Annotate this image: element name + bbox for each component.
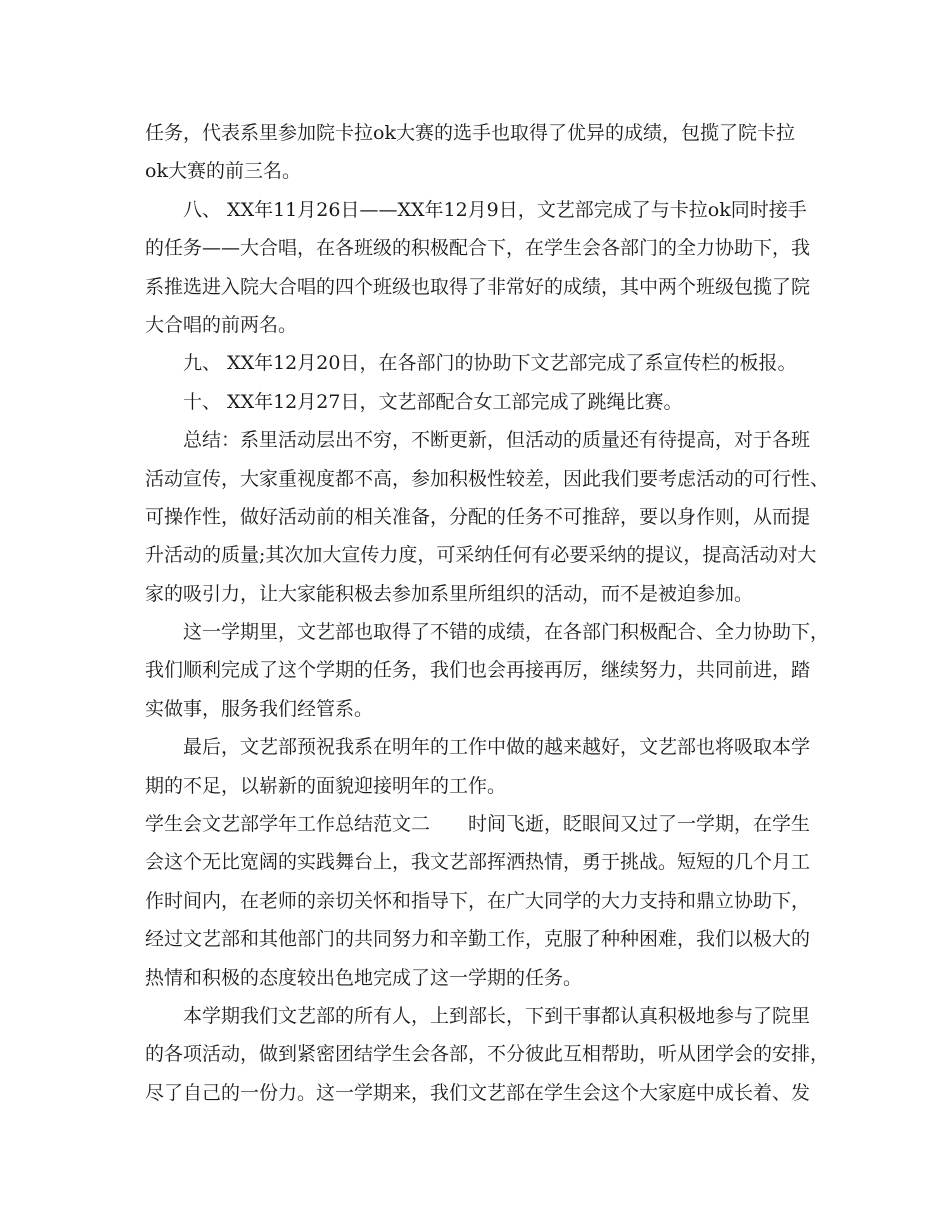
text-line: 最后，文艺部预祝我系在明年的工作中做的越来越好，文艺部也将吸取本学 [183, 736, 811, 759]
text-line: 实做事，服务我们经管系。 [145, 697, 374, 720]
text-line: 十、 XX年12月27日，文艺部配合女工部完成了跳绳比赛。 [183, 390, 683, 413]
text-line: 尽了自己的一份力。这一学期来，我们文艺部在学生会这个大家庭中成长着、发 [145, 1081, 811, 1104]
text-line: ok大赛的前三名。 [145, 160, 301, 183]
text-line: 学生会文艺部学年工作总结范文二 时间飞逝，眨眼间又过了一学期，在学生 [145, 813, 811, 836]
text-line: 经过文艺部和其他部门的共同努力和辛勤工作，克服了种种困难，我们以极大的 [145, 928, 811, 951]
text-line: 九、 XX年12月20日，在各部门的协助下文艺部完成了系宣传栏的板报。 [183, 352, 797, 375]
document-body [145, 114, 830, 1112]
text-line: 升活动的质量;其次加大宣传力度，可采纳任何有必要采纳的提议，提高活动对大 [145, 544, 817, 567]
text-line: 大合唱的前两名。 [145, 313, 298, 336]
text-line: 这一学期里，文艺部也取得了不错的成绩，在各部门积极配合、全力协助下， [183, 621, 830, 644]
text-line: 家的吸引力，让大家能积极去参加系里所组织的活动，而不是被迫参加。 [145, 582, 754, 605]
text-line: 的任务——大合唱，在各班级的积极配合下，在学生会各部门的全力协助下，我 [145, 237, 811, 260]
text-line: 热情和积极的态度较出色地完成了这一学期的任务。 [145, 966, 583, 989]
text-line: 期的不足，以崭新的面貌迎接明年的工作。 [145, 774, 507, 797]
text-line: 本学期我们文艺部的所有人，上到部长，下到干事都认真积极地参与了院里 [183, 1004, 811, 1027]
text-line: 系推选进入院大合唱的四个班级也取得了非常好的成绩，其中两个班级包揽了院 [145, 275, 811, 298]
text-line: 可操作性，做好活动前的相关准备，分配的任务不可推辞，要以身作则，从而提 [145, 505, 811, 528]
text-line: 总结：系里活动层出不穷，不断更新，但活动的质量还有待提高，对于各班 [183, 429, 811, 452]
text-line: 活动宣传，大家重视度都不高，参加积极性较差，因此我们要考虑活动的可行性、 [145, 467, 830, 490]
text-line: 作时间内，在老师的亲切关怀和指导下，在广大同学的大力支持和鼎立协助下， [145, 889, 811, 912]
text-line: 的各项活动，做到紧密团结学生会各部，不分彼此互相帮助，听从团学会的安排， [145, 1043, 830, 1066]
text-line: 任务，代表系里参加院卡拉ok大赛的选手也取得了优异的成绩，包揽了院卡拉 [145, 122, 795, 144]
text-line: 八、 XX年11月26日——XX年12月9日，文艺部完成了与卡拉ok同时接手 [183, 198, 807, 221]
text-line: 我们顺利完成了这个学期的任务，我们也会再接再厉，继续努力，共同前进，踏 [145, 659, 811, 682]
text-line: 会这个无比宽阔的实践舞台上，我文艺部挥洒热情，勇于挑战。短短的几个月工 [145, 851, 811, 874]
